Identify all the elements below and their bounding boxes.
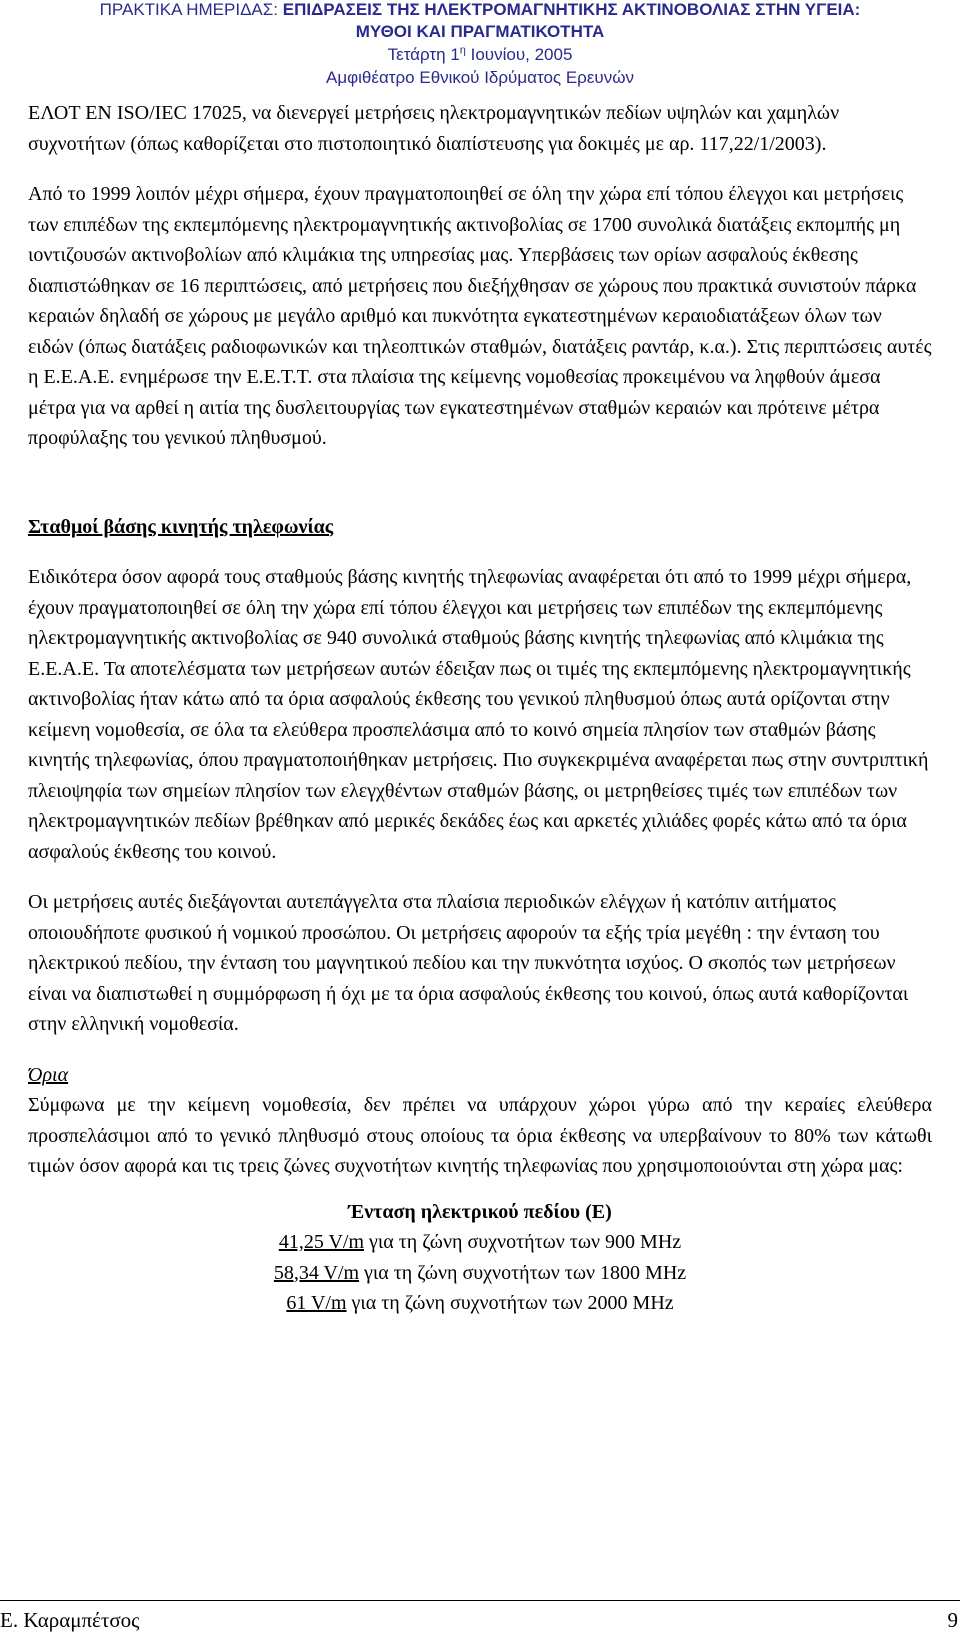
header-prefix: ΠΡΑΚΤΙΚΑ ΗΜΕΡΙΔΑΣ: <box>99 0 283 19</box>
paragraph-5: Σύμφωνα με την κείμενη νομοθεσία, δεν πρέπει να υπάρχουν χώροι γύρω από την κεραίες ελεύθερα προσπελάσιμοι από το γενικό πληθυσμό στους οποίους τα όρια έκθεσης να υπερβαίνουν το 80% των κάτωθι τιμών όσον αφορά και τις τρεις ζώνες συχνοτήτων κινητής τηλεφωνίας που χρησιμοποιούνται στη χώρα μας: <box>28 1094 932 1177</box>
sub-heading-limits: Όρια <box>28 1063 69 1086</box>
page-footer <box>0 1600 960 1639</box>
header-date-suffix: Ιουνίου, 2005 <box>465 45 573 64</box>
header-date-prefix: Τετάρτη 1 <box>387 45 460 64</box>
header-conference-title: ΕΠΙΔΡΑΣΕΙΣ ΤΗΣ ΗΛΕΚΤΡΟΜΑΓΝΗΤΙΚΗΣ ΑΚΤΙΝΟΒΟΛΙΑΣ ΣΤΗΝ ΥΓΕΙΑ: <box>282 0 861 19</box>
footer-author: Ε. Καραμπέτσος <box>0 1608 140 1632</box>
page-header <box>0 0 960 89</box>
paragraph-3: Ειδικότερα όσον αφορά τους σταθμούς βάσης κινητής τηλεφωνίας αναφέρεται ότι από το 1999 μέχρι σήμερα, έχουν πραγματοποιηθεί σε όλη την χώρα επί τόπου έλεγχοι και μετρήσεις των επιπέδων της εκπεμπόμενης ηλεκτρομαγνητικής ακτινοβολίας σε 940 συνολικά σταθμούς βάσης κινητής τηλεφωνίας από κλιμάκια της Ε.Ε.Α.Ε. Τα αποτελέσματα των μετρήσεων αυτών έδειξαν πως οι τιμές της εκπεμπόμενης ηλεκτρομαγνητικής ακτινοβολίας ήταν κάτω από τα όρια ασφαλούς έκθεσης του γενικού πληθυσμού όπως αυτά ορίζονται στην κείμενη νομοθεσία, σε όλα τα ελεύθερα προσπελάσιμα από το κοινό σημεία πλησίον των σταθμών βάσης κινητής τηλεφωνίας, όπου πραγματοποιήθηκαν μετρήσεις. Πιο συγκεκριμένα αναφέρεται πως στην συντριπτική πλειοψηφία των σημείων πλησίον των ελεγχθέντων σταθμών βάσης, οι μετρηθείσες τιμές των επιπέδων των ηλεκτρομαγνητικών πεδίων βρέθηκαν από μερικές δεκάδες έως και αρκετές χιλιάδες φορές κάτω από τα όρια ασφαλούς έκθεσης του κοινού. <box>28 566 929 863</box>
document-body <box>28 98 932 1319</box>
limits-block <box>28 1197 932 1319</box>
page-number: 9 <box>947 1608 958 1632</box>
header-date <box>0 43 960 66</box>
limit-text: για τη ζώνη συχνοτήτων των 900 MHz <box>364 1231 682 1253</box>
limits-title: Ένταση ηλεκτρικού πεδίου (Ε) <box>348 1200 612 1223</box>
header-date-sup: η <box>459 44 466 57</box>
section-heading: Σταθμοί βάσης κινητής τηλεφωνίας <box>28 515 334 538</box>
paragraph-2: Από το 1999 λοιπόν μέχρι σήμερα, έχουν πραγματοποιηθεί σε όλη την χώρα επί τόπου έλεγχοι και μετρήσεις των επιπέδων της εκπεμπόμενης ηλεκτρομαγνητικής ακτινοβολίας σε 1700 συνολικά διατάξεις εκπομπής μη ιοντιζουσών ακτινοβολίων από κλιμάκια της υπηρεσίας μας. Υπερβάσεις των ορίων ασφαλούς έκθεσης διαπιστώθηκαν σε 16 περιπτώσεις, από μετρήσεις που διεξήχθησαν σε χώρους που πρακτικά συνιστούν πάρκα κεραιών δηλαδή σε χώρους με μεγάλο αριθμό και πυκνότητα εγκατεστημένων κεραιοδιατάξεων όλων των ειδών (όπως διατάξεις ραδιοφωνικών και τηλεοπτικών σταθμών, διατάξεις ραντάρ, κ.α.). Στις περιπτώσεις αυτές η Ε.Ε.Α.Ε. ενημέρωσε την Ε.Ε.Τ.Τ. στα πλαίσια της κείμενης νομοθεσίας προκειμένου να ληφθούν άμεσα μέτρα για να αρθεί η αιτία της δυσλειτουργίας των εγκατεστημένων σταθμών κεραιών και πρότεινε μέτρα προφύλαξης του γενικού πληθυσμού. <box>28 183 932 449</box>
limit-row <box>28 1258 932 1289</box>
header-subtitle: ΜΥΘΟΙ ΚΑΙ ΠΡΑΓΜΑΤΙΚΟΤΗΤΑ <box>355 22 605 41</box>
header-venue: Αμφιθέατρο Εθνικού Ιδρύματος Ερευνών <box>326 68 634 87</box>
limit-row <box>28 1227 932 1258</box>
limit-value: 58,34 V/m <box>273 1261 360 1284</box>
limit-text: για τη ζώνη συχνοτήτων των 2000 MHz <box>346 1292 674 1314</box>
paragraph-1: ΕΛΟΤ ΕΝ ISO/IEC 17025, να διενεργεί μετρήσεις ηλεκτρομαγνητικών πεδίων υψηλών και χαμηλών συχνοτήτων (όπως καθορίζεται στο πιστοποιητικό διαπίστευσης για δοκιμές με αρ. 117,22/1/2003). <box>28 102 840 155</box>
limit-value: 41,25 V/m <box>278 1231 365 1253</box>
limit-row <box>28 1288 932 1319</box>
limit-text: για τη ζώνη συχνοτήτων των 1800 MHz <box>359 1261 687 1284</box>
header-line-1 <box>0 0 960 20</box>
paragraph-4: Οι μετρήσεις αυτές διεξάγονται αυτεπάγγελτα στα πλαίσια περιοδικών ελέγχων ή κατόπιν αιτήματος οποιουδήποτε φυσικού ή νομικού προσώπου. Οι μετρήσεις αφορούν τα εξής τρία μεγέθη : την ένταση του ηλεκτρικού πεδίου, την ένταση του μαγνητικού πεδίου και την πυκνότητα ισχύος. Ο σκοπός των μετρήσεων είναι να διαπιστωθεί η συμμόρφωση ή όχι με τα όρια ασφαλούς έκθεσης του κοινού, όπως αυτά καθορίζονται στην ελληνική νομοθεσία. <box>28 891 909 1035</box>
limit-value: 61 V/m <box>286 1292 347 1314</box>
